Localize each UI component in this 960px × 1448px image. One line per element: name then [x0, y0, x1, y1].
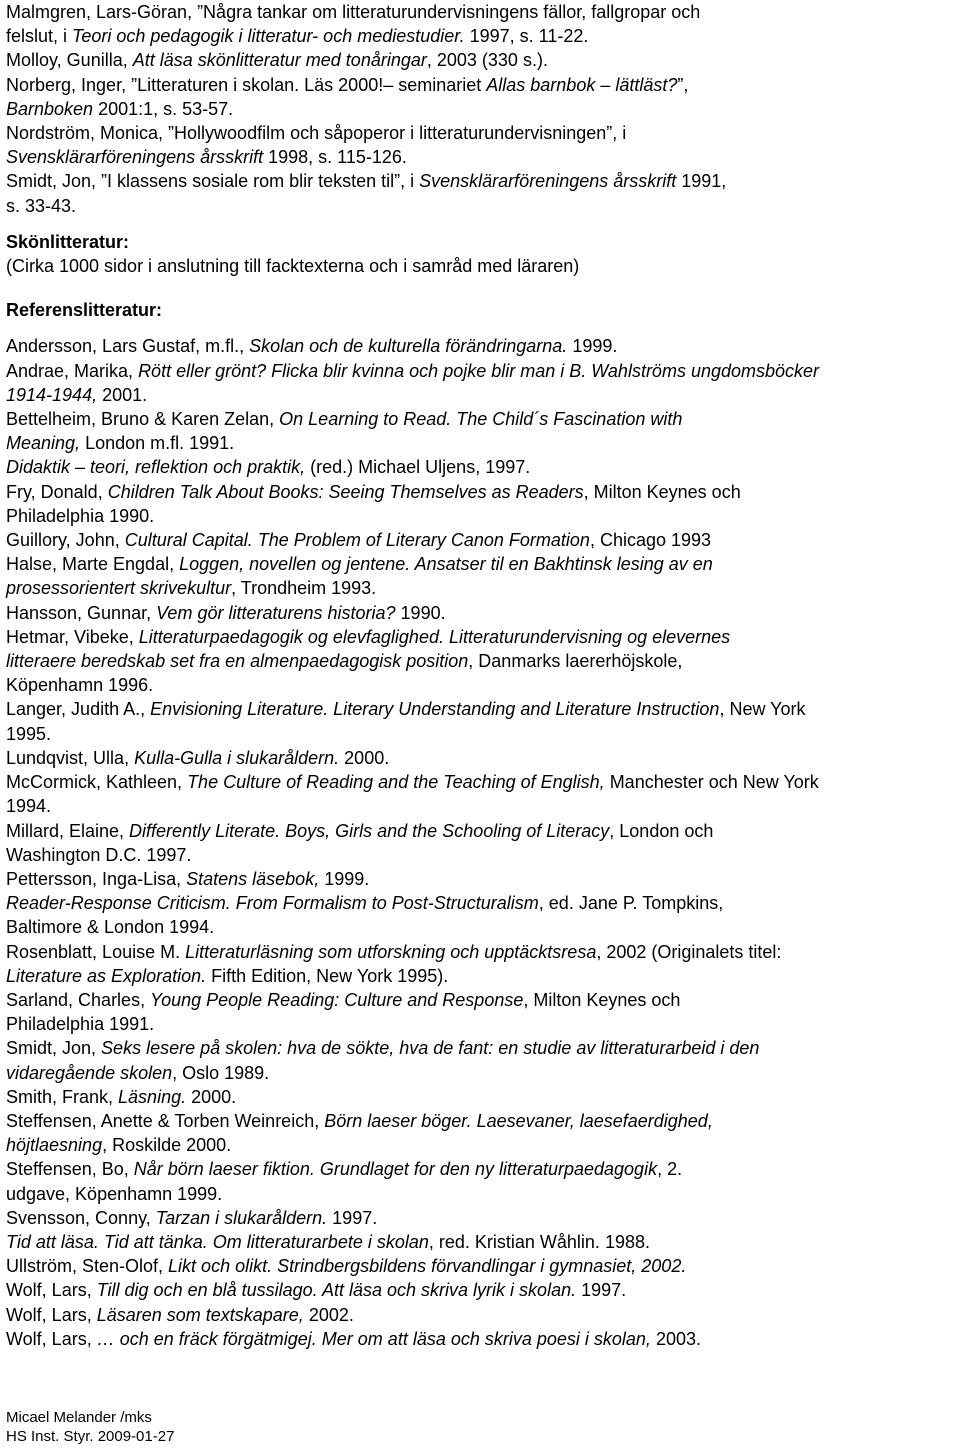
reference-line: [6, 1036, 952, 1060]
text-segment: s. 33-43.: [6, 195, 77, 216]
text-segment: , London och: [609, 820, 714, 841]
reference-line: [6, 1157, 952, 1181]
italic-title-segment: Läsaren som textskapare,: [96, 1304, 304, 1325]
section-heading: [6, 230, 952, 254]
italic-title-segment: Barnboken: [6, 98, 94, 119]
text-segment: (red.) Michael Uljens, 1997.: [305, 457, 531, 478]
italic-title-segment: Att läsa skönlitteratur med tonåringar: [132, 50, 427, 71]
reference-line: [6, 383, 952, 407]
italic-title-segment: Läsning.: [118, 1086, 187, 1107]
text-segment: , Trondheim 1993.: [231, 578, 377, 599]
text-segment: Ullström, Sten-Olof,: [6, 1256, 169, 1277]
text-segment: 1998, s. 115-126.: [263, 147, 407, 168]
text-segment: 2001.: [97, 384, 148, 405]
text-segment: Millard, Elaine,: [6, 820, 130, 841]
italic-title-segment: Didaktik – teori, reflektion och praktik,: [6, 457, 306, 478]
text-segment: Lundqvist, Ulla,: [6, 747, 135, 768]
footer-author: Micael Melander /mks: [6, 1409, 152, 1426]
text-segment: Steffensen, Anette & Torben Weinreich,: [6, 1110, 325, 1131]
reference-line: [6, 407, 952, 431]
reference-line: [6, 121, 952, 145]
italic-title-segment: prosessorientert skrivekultur: [6, 578, 232, 599]
text-segment: Smith, Frank,: [6, 1086, 119, 1107]
italic-title-segment: Literature as Exploration.: [6, 965, 207, 986]
reference-line: [6, 1327, 952, 1351]
reference-line: [6, 940, 952, 964]
italic-title-segment: Litteraturpaedagogik og elevfaglighed. Litteraturundervisning og elevernes: [138, 626, 731, 647]
document-body: [6, 0, 952, 1351]
text-segment: 2002.: [303, 1304, 354, 1325]
reference-line: [6, 722, 952, 746]
reference-line: [6, 673, 952, 697]
text-segment: Hansson, Gunnar,: [6, 602, 157, 623]
text-segment: , red. Kristian Wåhlin. 1988.: [428, 1231, 650, 1252]
text-segment: London m.fl. 1991.: [80, 433, 235, 454]
text-segment: 1990.: [395, 602, 446, 623]
text-segment: 1997, s. 11-22.: [464, 26, 589, 47]
text-segment: Nordström, Monica, ”Hollywoodfilm och såpoperor i litteraturundervisningen”, i: [6, 123, 627, 144]
text-segment: Sarland, Charles,: [6, 989, 151, 1010]
text-segment: Norberg, Inger, ”Litteraturen i skolan. Läs 2000!– seminariet: [6, 74, 487, 95]
italic-title-segment: Differently Literate. Boys, Girls and the Schooling of Literacy: [129, 820, 610, 841]
text-segment: Andrae, Marika,: [6, 360, 139, 381]
italic-title-segment: Cultural Capital. The Problem of Literary Canon Formation: [124, 530, 590, 551]
page-footer: [6, 1408, 174, 1446]
reference-line: [6, 1061, 952, 1085]
text-segment: Wolf, Lars,: [6, 1304, 97, 1325]
reference-line: [6, 1206, 952, 1230]
italic-title-segment: Young People Reading: Culture and Response: [150, 989, 524, 1010]
text-segment: Pettersson, Inga-Lisa,: [6, 868, 187, 889]
reference-line: [6, 1254, 952, 1278]
reference-line: [6, 1012, 952, 1036]
italic-title-segment: Når börn laeser fiktion. Grundlaget for den ny litteraturpaedagogik: [133, 1159, 658, 1180]
text-segment: 2001:1, s. 53-57.: [93, 98, 234, 119]
italic-title-segment: The Culture of Reading and the Teaching of English,: [187, 772, 605, 793]
reference-line: [6, 1085, 952, 1109]
reference-line: [6, 794, 952, 818]
spacer: [6, 218, 952, 230]
reference-line: [6, 576, 952, 600]
italic-title-segment: Meaning,: [6, 433, 81, 454]
reference-line: [6, 254, 952, 278]
italic-title-segment: höjtlaesning: [6, 1135, 103, 1156]
italic-title-segment: Skolan och de kulturella förändringarna.: [249, 336, 568, 357]
reference-line: [6, 359, 952, 383]
text-segment: , New York: [719, 699, 806, 720]
italic-title-segment: Rött eller grönt? Flicka blir kvinna och pojke blir man i B. Wahlströms ungdomsböcker: [138, 360, 820, 381]
text-segment: Guillory, John,: [6, 530, 125, 551]
reference-line: [6, 770, 952, 794]
text-segment: 1997.: [576, 1280, 627, 1301]
text-segment: Rosenblatt, Louise M.: [6, 941, 186, 962]
text-segment: 1999.: [567, 336, 618, 357]
text-segment: , ed. Jane P. Tompkins,: [538, 893, 724, 914]
text-segment: Köpenhamn 1996.: [6, 675, 154, 696]
italic-title-segment: Seks lesere på skolen: hva de sökte, hva de fant: en studie av litteraturarbeid i den: [101, 1038, 760, 1059]
text-segment: ”,: [677, 74, 689, 95]
text-segment: 1991,: [676, 171, 727, 192]
reference-line: [6, 194, 952, 218]
reference-line: [6, 431, 952, 455]
reference-line: [6, 504, 952, 528]
italic-title-segment: Svensklärarföreningens årsskrift: [419, 171, 677, 192]
reference-line: [6, 988, 952, 1012]
text-segment: (Cirka 1000 sidor i anslutning till facktexterna och i samråd med läraren): [6, 256, 580, 277]
reference-line: [6, 964, 952, 988]
reference-line: [6, 1133, 952, 1157]
reference-line: [6, 746, 952, 770]
reference-line: [6, 1303, 952, 1327]
italic-title-segment: Teori och pedagogik i litteratur- och mediestudier.: [72, 26, 465, 47]
italic-title-segment: Loggen, novellen og jentene. Ansatser til en Bakhtinsk lesing av en: [179, 554, 713, 575]
text-segment: Wolf, Lars,: [6, 1280, 97, 1301]
reference-line: [6, 528, 952, 552]
reference-line: [6, 145, 952, 169]
reference-line: [6, 48, 952, 72]
italic-title-segment: Allas barnbok – lättläst?: [486, 74, 678, 95]
italic-title-segment: Vem gör litteraturens historia?: [156, 602, 396, 623]
text-segment: 1999.: [319, 868, 370, 889]
text-segment: McCormick, Kathleen,: [6, 772, 188, 793]
reference-line: [6, 97, 952, 121]
reference-line: [6, 915, 952, 939]
italic-title-segment: Börn laeser böger. Laesevaner, laesefaerdighed,: [324, 1110, 713, 1131]
text-segment: Washington D.C. 1997.: [6, 844, 192, 865]
reference-line: [6, 625, 952, 649]
text-segment: Baltimore & London 1994.: [6, 917, 215, 938]
text-segment: Halse, Marte Engdal,: [6, 554, 180, 575]
text-segment: 1995.: [6, 723, 52, 744]
text-segment: Bettelheim, Bruno & Karen Zelan,: [6, 409, 280, 430]
text-segment: Referenslitteratur:: [6, 300, 163, 321]
reference-line: [6, 867, 952, 891]
text-segment: felslut, i: [6, 26, 73, 47]
text-segment: , Chicago 1993: [589, 530, 712, 551]
reference-line: [6, 843, 952, 867]
text-segment: Steffensen, Bo,: [6, 1159, 134, 1180]
reference-line: [6, 169, 952, 193]
text-segment: Hetmar, Vibeke,: [6, 626, 139, 647]
footer-institution-date: HS Inst. Styr. 2009-01-27: [6, 1428, 175, 1445]
italic-title-segment: Likt och olikt. Strindbergsbildens förvandlingar i gymnasiet, 2002.: [168, 1256, 687, 1277]
text-segment: 1997.: [327, 1207, 378, 1228]
text-segment: , Roskilde 2000.: [102, 1135, 232, 1156]
spacer: [6, 322, 952, 334]
text-segment: , 2003 (330 s.).: [426, 50, 548, 71]
reference-line: [6, 697, 952, 721]
italic-title-segment: … och en fräck förgätmigej. Mer om att läsa och skriva poesi i skolan,: [96, 1328, 651, 1349]
text-segment: Wolf, Lars,: [6, 1328, 97, 1349]
italic-title-segment: Till dig och en blå tussilago. Att läsa och skriva lyrik i skolan.: [96, 1280, 577, 1301]
spacer: [6, 278, 952, 298]
italic-title-segment: Kulla-Gulla i slukaråldern.: [134, 747, 340, 768]
text-segment: , 2.: [657, 1159, 683, 1180]
italic-title-segment: Tid att läsa. Tid att tänka. Om litteraturarbete i skolan: [6, 1231, 429, 1252]
reference-line: [6, 1230, 952, 1254]
text-segment: Smidt, Jon,: [6, 1038, 102, 1059]
italic-title-segment: Tarzan i slukaråldern.: [155, 1207, 328, 1228]
text-segment: , Oslo 1989.: [172, 1062, 270, 1083]
text-segment: Fry, Donald,: [6, 481, 108, 502]
text-segment: Manchester och New York: [604, 772, 819, 793]
italic-title-segment: Litteraturläsning som utforskning och upptäcktsresa: [185, 941, 597, 962]
reference-line: [6, 24, 952, 48]
text-segment: , Milton Keynes och: [583, 481, 741, 502]
text-segment: udgave, Köpenhamn 1999.: [6, 1183, 223, 1204]
text-segment: Smidt, Jon, ”I klassens sosiale rom blir teksten til”, i: [6, 171, 420, 192]
italic-title-segment: Envisioning Literature. Literary Understanding and Literature Instruction: [150, 699, 720, 720]
text-segment: Svensson, Conny,: [6, 1207, 156, 1228]
text-segment: Philadelphia 1991.: [6, 1014, 155, 1035]
reference-line: [6, 480, 952, 504]
italic-title-segment: On Learning to Read. The Child´s Fascination with: [279, 409, 683, 430]
reference-line: [6, 1109, 952, 1133]
text-segment: Fifth Edition, New York 1995).: [206, 965, 449, 986]
reference-line: [6, 334, 952, 358]
text-segment: 2000.: [339, 747, 390, 768]
reference-line: [6, 1278, 952, 1302]
text-segment: , Danmarks laererhöjskole,: [468, 651, 683, 672]
reference-line: [6, 455, 952, 479]
text-segment: Philadelphia 1990.: [6, 505, 155, 526]
text-segment: , Milton Keynes och: [523, 989, 681, 1010]
text-segment: 2003.: [650, 1328, 701, 1349]
text-segment: Langer, Judith A.,: [6, 699, 151, 720]
reference-line: [6, 73, 952, 97]
text-segment: Andersson, Lars Gustaf, m.fl.,: [6, 336, 250, 357]
italic-title-segment: 1914-1944,: [6, 384, 98, 405]
italic-title-segment: Svensklärarföreningens årsskrift: [6, 147, 264, 168]
text-segment: Skönlitteratur:: [6, 231, 130, 252]
reference-line: [6, 891, 952, 915]
italic-title-segment: Reader-Response Criticism. From Formalism to Post-Structuralism: [6, 893, 539, 914]
text-segment: 1994.: [6, 796, 52, 817]
text-segment: , 2002 (Originalets titel:: [596, 941, 782, 962]
reference-line: [6, 649, 952, 673]
reference-line: [6, 819, 952, 843]
italic-title-segment: Statens läsebok,: [186, 868, 320, 889]
reference-line: [6, 1182, 952, 1206]
text-segment: 2000.: [186, 1086, 237, 1107]
reference-line: [6, 0, 952, 24]
reference-line: [6, 601, 952, 625]
text-segment: Molloy, Gunilla,: [6, 50, 133, 71]
section-heading: [6, 298, 952, 322]
reference-line: [6, 552, 952, 576]
text-segment: Malmgren, Lars-Göran, ”Några tankar om litteraturundervisningens fällor, fallgropar och: [6, 2, 701, 22]
italic-title-segment: Children Talk About Books: Seeing Themselves as Readers: [107, 481, 584, 502]
italic-title-segment: litteraere beredskab set fra en almenpaedagogisk position: [6, 651, 469, 672]
italic-title-segment: vidaregående skolen: [6, 1062, 173, 1083]
